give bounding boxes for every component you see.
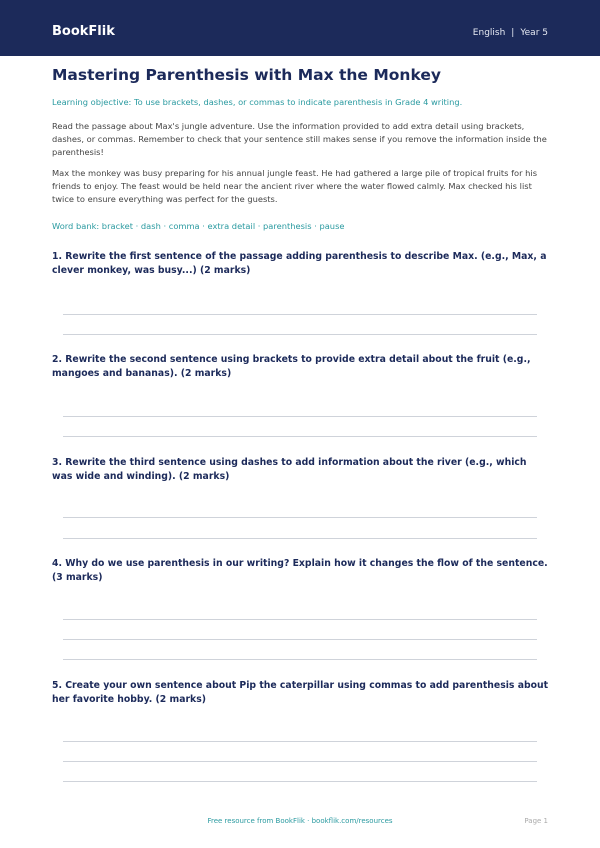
answer-line[interactable] bbox=[63, 761, 537, 762]
question-4: 4. Why do we use parenthesis in our writing? Explain how it changes the flow of the sentence. (3 marks) bbox=[52, 558, 548, 583]
answer-line[interactable] bbox=[63, 538, 537, 539]
instructions-paragraph: Read the passage about Max's jungle adventure. Use the information provided to add extra detail using brackets, dashes, or commas. Remember to check that your sentence still makes sense if you remove the information inside the parenthesis! bbox=[52, 121, 547, 158]
question-2: 2. Rewrite the second sentence using brackets to provide extra detail about the fruit (e.g., mangoes and bananas). (2 marks) bbox=[52, 354, 531, 379]
passage-paragraph: Max the monkey was busy preparing for his annual jungle feast. He had gathered a large pile of tropical fruits for his friends to enjoy. The feast would be held near the ancient river where the water flowed calmly. Max checked his list twice to ensure everything was perfect for the guests. bbox=[52, 168, 538, 205]
header-meta bbox=[473, 28, 548, 38]
answer-line[interactable] bbox=[63, 781, 537, 782]
year-level-label: Year 5 bbox=[520, 28, 548, 38]
page-header bbox=[0, 0, 600, 56]
brand-logo-text[interactable]: BookFlik bbox=[52, 24, 115, 39]
meta-separator: | bbox=[511, 28, 515, 38]
page-title: Mastering Parenthesis with Max the Monkey bbox=[52, 66, 441, 84]
answer-line[interactable] bbox=[63, 436, 537, 437]
answer-line[interactable] bbox=[63, 619, 537, 620]
answer-line[interactable] bbox=[63, 334, 537, 335]
answer-line[interactable] bbox=[63, 314, 537, 315]
question-3: 3. Rewrite the third sentence using dashes to add information about the river (e.g., which was wide and winding). (2 marks) bbox=[52, 457, 527, 482]
question-1: 1. Rewrite the first sentence of the passage adding parenthesis to describe Max. (e.g., Max, a clever monkey, was busy...) (2 marks) bbox=[52, 251, 547, 276]
question-5: 5. Create your own sentence about Pip the caterpillar using commas to add parenthesis about her favorite hobby. (2 marks) bbox=[52, 680, 549, 705]
word-bank: Word bank: bracket · dash · comma · extra detail · parenthesis · pause bbox=[52, 221, 345, 231]
answer-line[interactable] bbox=[63, 659, 537, 660]
answer-line[interactable] bbox=[63, 517, 537, 518]
footer-credit[interactable]: Free resource from BookFlik · bookflik.com/resources bbox=[207, 817, 393, 825]
subject-label: English bbox=[472, 28, 506, 38]
answer-line[interactable] bbox=[63, 639, 537, 640]
learning-objective: Learning objective: To use brackets, dashes, or commas to indicate parenthesis in Grade 4 writing. bbox=[52, 97, 463, 107]
page-number: Page 1 bbox=[524, 817, 548, 825]
answer-line[interactable] bbox=[63, 416, 537, 417]
answer-line[interactable] bbox=[63, 741, 537, 742]
